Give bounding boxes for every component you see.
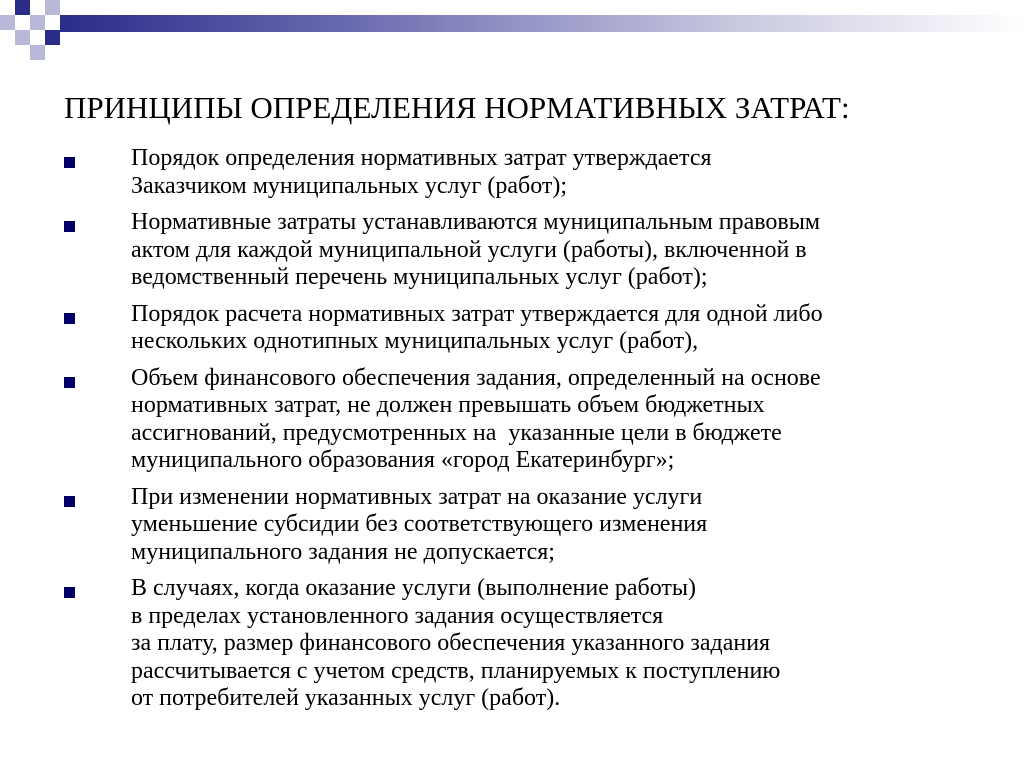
bullet-text: При изменении нормативных затрат на оказание услуги уменьшение субсидии без соответствующего изменения муниципального задания не допускается;	[131, 483, 708, 565]
bullet-item	[0, 484, 1024, 567]
bullet-list	[0, 145, 1024, 722]
slide-title: ПРИНЦИПЫ ОПРЕДЕЛЕНИЯ НОРМАТИВНЫХ ЗАТРАТ:	[64, 90, 850, 125]
square-bullet-icon	[64, 377, 75, 388]
square-bullet-icon	[64, 221, 75, 232]
bullet-item	[0, 145, 1024, 200]
decor-square	[45, 0, 60, 15]
decor-gradient-bar	[60, 15, 1024, 32]
decor-square	[30, 15, 45, 30]
bullet-text: Нормативные затраты устанавливаются муниципальным правовым актом для каждой муниципальной услуги (работы), включенной в ведомственный перечень муниципальных услуг (работ);	[131, 209, 821, 290]
header-decoration	[0, 0, 1024, 60]
decor-square	[15, 30, 30, 45]
square-bullet-icon	[64, 587, 75, 598]
bullet-text: Порядок расчета нормативных затрат утверждается для одной либо нескольких однотипных муниципальных услуг (работ),	[131, 300, 823, 354]
bullet-text: Порядок определения нормативных затрат утверждается Заказчиком муниципальных услуг (работ);	[131, 145, 712, 199]
decor-square	[45, 30, 60, 45]
bullet-text: Объем финансового обеспечения задания, определенный на основе нормативных затрат, не должен превышать объем бюджетных ассигнований, предусмотренных на указанные цели в бюджете муниципального образования «город Екатеринбург»;	[131, 364, 821, 473]
bullet-item	[0, 301, 1024, 356]
bullet-item	[0, 365, 1024, 475]
bullet-item	[0, 209, 1024, 292]
decor-square	[30, 45, 45, 60]
bullet-item	[0, 575, 1024, 713]
square-bullet-icon	[64, 313, 75, 324]
bullet-text: В случаях, когда оказание услуги (выполнение работы) в пределах установленного задания осуществляется за плату, размер финансового обеспечения указанного задания рассчитывается с учетом средств, планируемых к поступлению от потребителей указанных услуг (работ).	[131, 575, 781, 711]
square-bullet-icon	[64, 157, 75, 168]
square-bullet-icon	[64, 496, 75, 507]
decor-square	[0, 15, 15, 30]
decor-square	[15, 0, 30, 15]
